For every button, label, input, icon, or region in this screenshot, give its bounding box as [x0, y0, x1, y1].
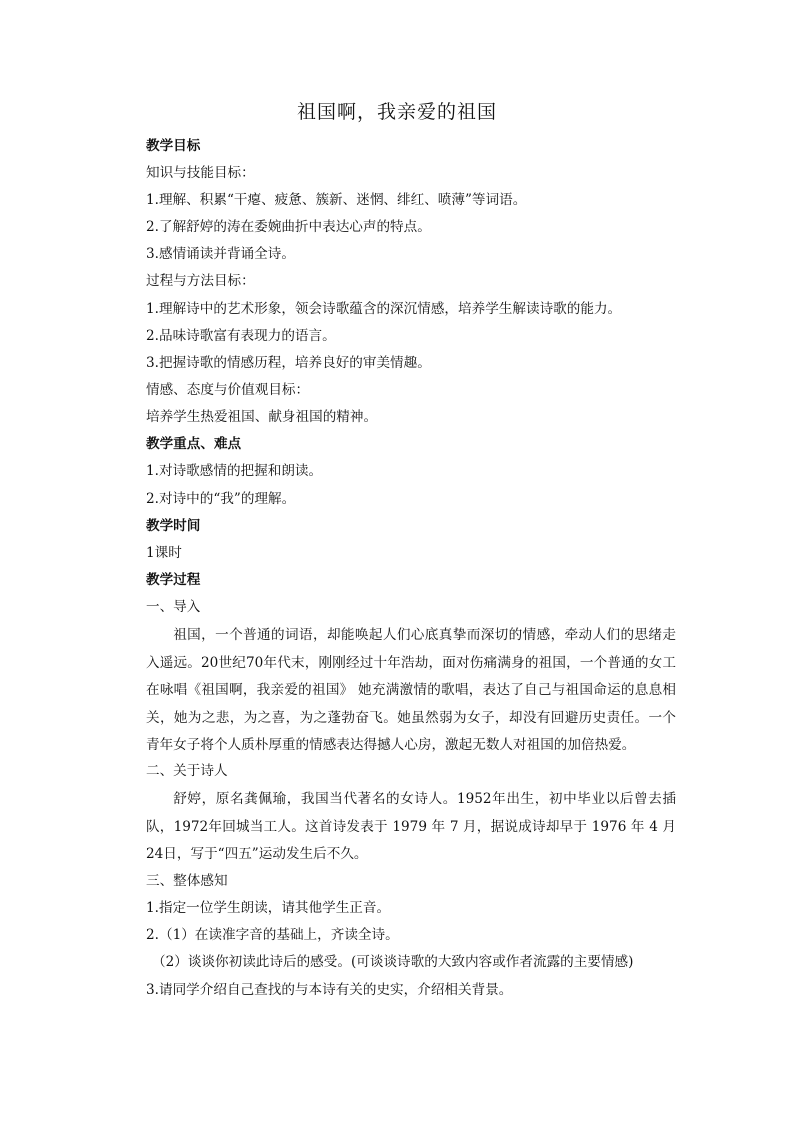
page-title: 祖国啊，我亲爱的祖国: [296, 101, 497, 123]
attitude-text: 培养学生热爱祖国、献身祖国的精神。: [146, 409, 378, 425]
knowledge-heading: 知识与技能目标：: [146, 165, 255, 181]
intro-paragraph: 祖国，一个普通的词语，却能唤起人们心底真挚而深切的情感，牵动人们的思绪走入遥远。20世纪70年代末，刚刚经过十年浩劫，面对伤痛满身的祖国，一个普通的女工在咏唱《祖国啊，我亲爱的祖国》 她充满激情的歌唱，表达了自己与祖国命运的息息相关，她为之悲，为之喜，为之蓬勃奋飞。她虽然弱为女子，却没有回避历史责任。一个青年女子将个人质朴厚重的情感表达得撼人心房，激起无数人对祖国的加倍热爱。: [146, 627, 676, 753]
overall-heading: 三、整体感知: [146, 873, 228, 889]
time-heading: 教学时间: [146, 518, 201, 534]
knowledge-item: 1.理解、积累“干瘪、疲惫、簇新、迷惘、绯红、喷薄”等词语。: [146, 192, 527, 208]
process2-heading: 教学过程: [146, 572, 201, 588]
overall-item: （2）谈谈你初读此诗后的感受。(可谈谈诗歌的大致内容或作者流露的主要情感): [152, 954, 634, 970]
knowledge-item: 3.感情诵读并背诵全诗。: [146, 246, 295, 262]
process-item: 1.理解诗中的艺术形象，领会诗歌蕴含的深沉情感，培养学生解读诗歌的能力。: [146, 301, 622, 317]
process-heading: 过程与方法目标：: [146, 273, 255, 289]
intro-heading: 一、导入: [146, 599, 201, 615]
process-item: 2.品味诗歌富有表现力的语言。: [146, 328, 336, 344]
key-item: 1.对诗歌感情的把握和朗读。: [146, 463, 323, 479]
process-item: 3.把握诗歌的情感历程，培养良好的审美情趣。: [146, 355, 431, 371]
goals-heading: 教学目标: [146, 138, 201, 154]
time-text: 1课时: [146, 545, 182, 561]
overall-item: 2.（1）在读准字音的基础上，齐读全诗。: [146, 927, 399, 943]
poet-heading: 二、关于诗人: [146, 763, 228, 779]
overall-item: 3.请同学介绍自己查找的与本诗有关的史实，介绍相关背景。: [146, 982, 513, 998]
attitude-heading: 情感、态度与价值观目标：: [146, 382, 310, 398]
overall-item: 1.指定一位学生朗读，请其他学生正音。: [146, 900, 391, 916]
knowledge-item: 2.了解舒婷的涛在委婉曲折中表达心声的特点。: [146, 219, 431, 235]
key-item: 2.对诗中的“我”的理解。: [146, 491, 296, 507]
key-heading: 教学重点、难点: [146, 436, 242, 452]
poet-paragraph: 舒婷，原名龚佩瑜，我国当代著名的女诗人。1952年出生，初中毕业以后曾去插队，1972年回城当工人。这首诗发表于 1979 年 7 月，据说成诗却早于 1976 年 4 月24日，写于“四五”运动发生后不久。: [146, 791, 676, 862]
